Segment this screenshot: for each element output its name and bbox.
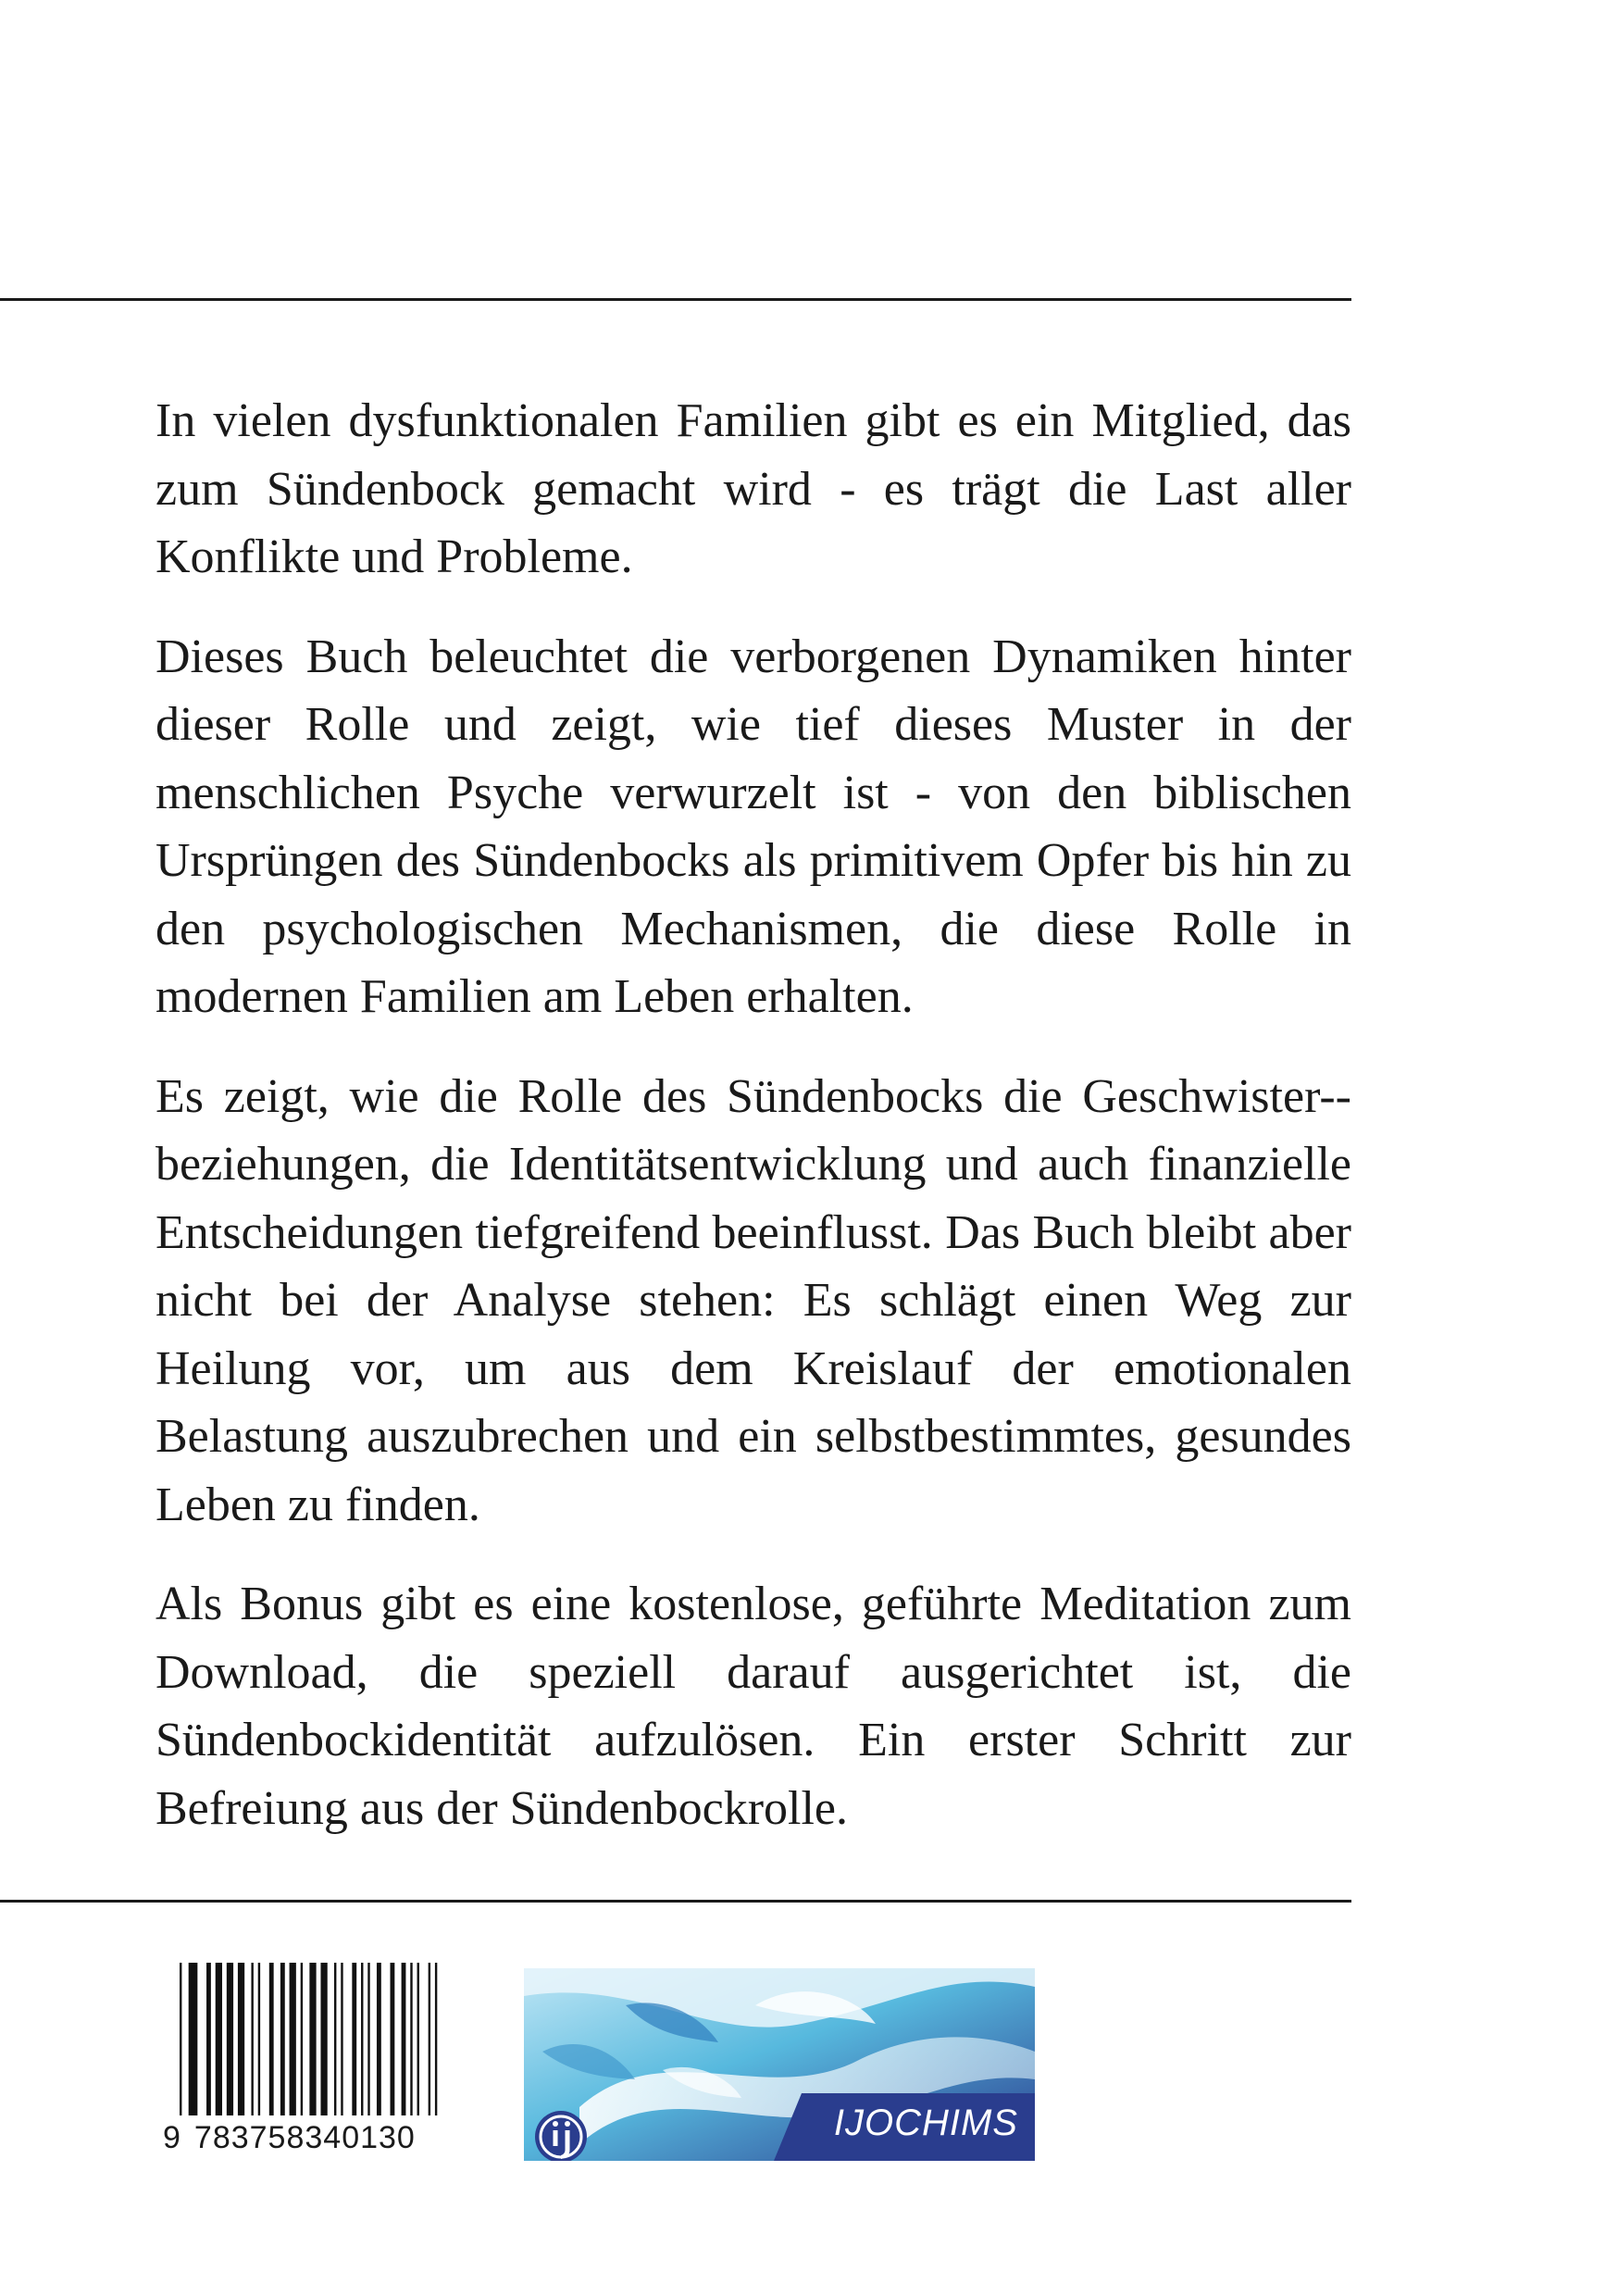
barcode-bar bbox=[334, 1963, 336, 2115]
barcode-bar bbox=[280, 1963, 285, 2115]
barcode-bar bbox=[341, 1963, 342, 2115]
barcode-bar bbox=[361, 1963, 363, 2115]
barcode-bar bbox=[435, 1963, 437, 2115]
barcode-bar bbox=[410, 1963, 412, 2115]
barcode-bar bbox=[301, 1963, 303, 2115]
barcode-bar bbox=[417, 1963, 419, 2115]
top-divider bbox=[0, 298, 1351, 301]
barcode-bars bbox=[180, 1963, 448, 2120]
back-cover-blurb bbox=[156, 387, 1351, 1874]
isbn-digits: 783758340130 bbox=[193, 2120, 416, 2155]
barcode-bar bbox=[189, 1963, 198, 2115]
blurb-paragraph-1: In vielen dysfunktionalen Familien gibt es ein Mitglied, das zum Sündenbock gemacht wird - es trägt die Last aller Konflikte und Probleme. bbox=[156, 394, 1351, 583]
barcode-bar bbox=[352, 1963, 356, 2115]
barcode-bar bbox=[180, 1963, 181, 2115]
barcode-bar bbox=[290, 1963, 296, 2115]
bottom-divider bbox=[0, 1900, 1351, 1903]
blurb-paragraph-4: Als Bonus gibt es eine kostenlose, geführte Meditation zum Download, die speziell darauf ausgerichtet ist, die Sündenbockidentität aufzulösen. Ein erster Schritt zur Befreiung aus der Sündenbockrolle. bbox=[156, 1578, 1351, 1835]
barcode-bar bbox=[320, 1963, 327, 2115]
barcode-bar bbox=[206, 1963, 211, 2115]
publisher-logo bbox=[524, 1968, 1035, 2161]
barcode-bar bbox=[216, 1963, 222, 2115]
barcode-bar bbox=[391, 1963, 395, 2115]
isbn-prefix: 9 bbox=[163, 2120, 181, 2155]
barcode-bar bbox=[269, 1963, 274, 2115]
barcode-bar bbox=[367, 1963, 369, 2115]
barcode-bar bbox=[227, 1963, 233, 2115]
blurb-paragraph-3: Es zeigt, wie die Rolle des Sündenbocks die Geschwister-beziehungen, die Identitätsentwicklung und auch finanzielle Entscheidungen tiefgreifend beeinflusst. Das Buch bleibt aber nicht bei der Analyse stehen: Es schlägt einen Weg zur Heilung vor, um aus dem Kreislauf der emotionalen Belastung auszubrechen und ein selbstbestimmtes, gesundes Leben zu finden. bbox=[156, 1069, 1351, 1531]
barcode-bar bbox=[402, 1963, 406, 2115]
barcode-bar bbox=[258, 1963, 260, 2115]
blurb-paragraph-2: Dieses Buch beleuchtet die verborgenen Dynamiken hinter dieser Rolle und zeigt, wie tief dieses Muster in der menschlichen Psyche verwurzelt ist - von den biblischen Ursprüngen des Sündenbocks als primitivem Opfer bis hin zu den psychologischen Mechanismen, die diese Rolle in modernen Familien am Leben erhalten. bbox=[156, 630, 1351, 1023]
isbn-number bbox=[163, 2120, 450, 2156]
barcode-bar bbox=[238, 1963, 244, 2115]
barcode-bar bbox=[309, 1963, 316, 2115]
isbn-barcode bbox=[163, 1963, 450, 2166]
barcode-bar bbox=[429, 1963, 430, 2115]
publisher-name: IJOCHIMS bbox=[833, 2103, 1018, 2143]
barcode-bar bbox=[377, 1963, 381, 2115]
barcode-bar bbox=[251, 1963, 253, 2115]
